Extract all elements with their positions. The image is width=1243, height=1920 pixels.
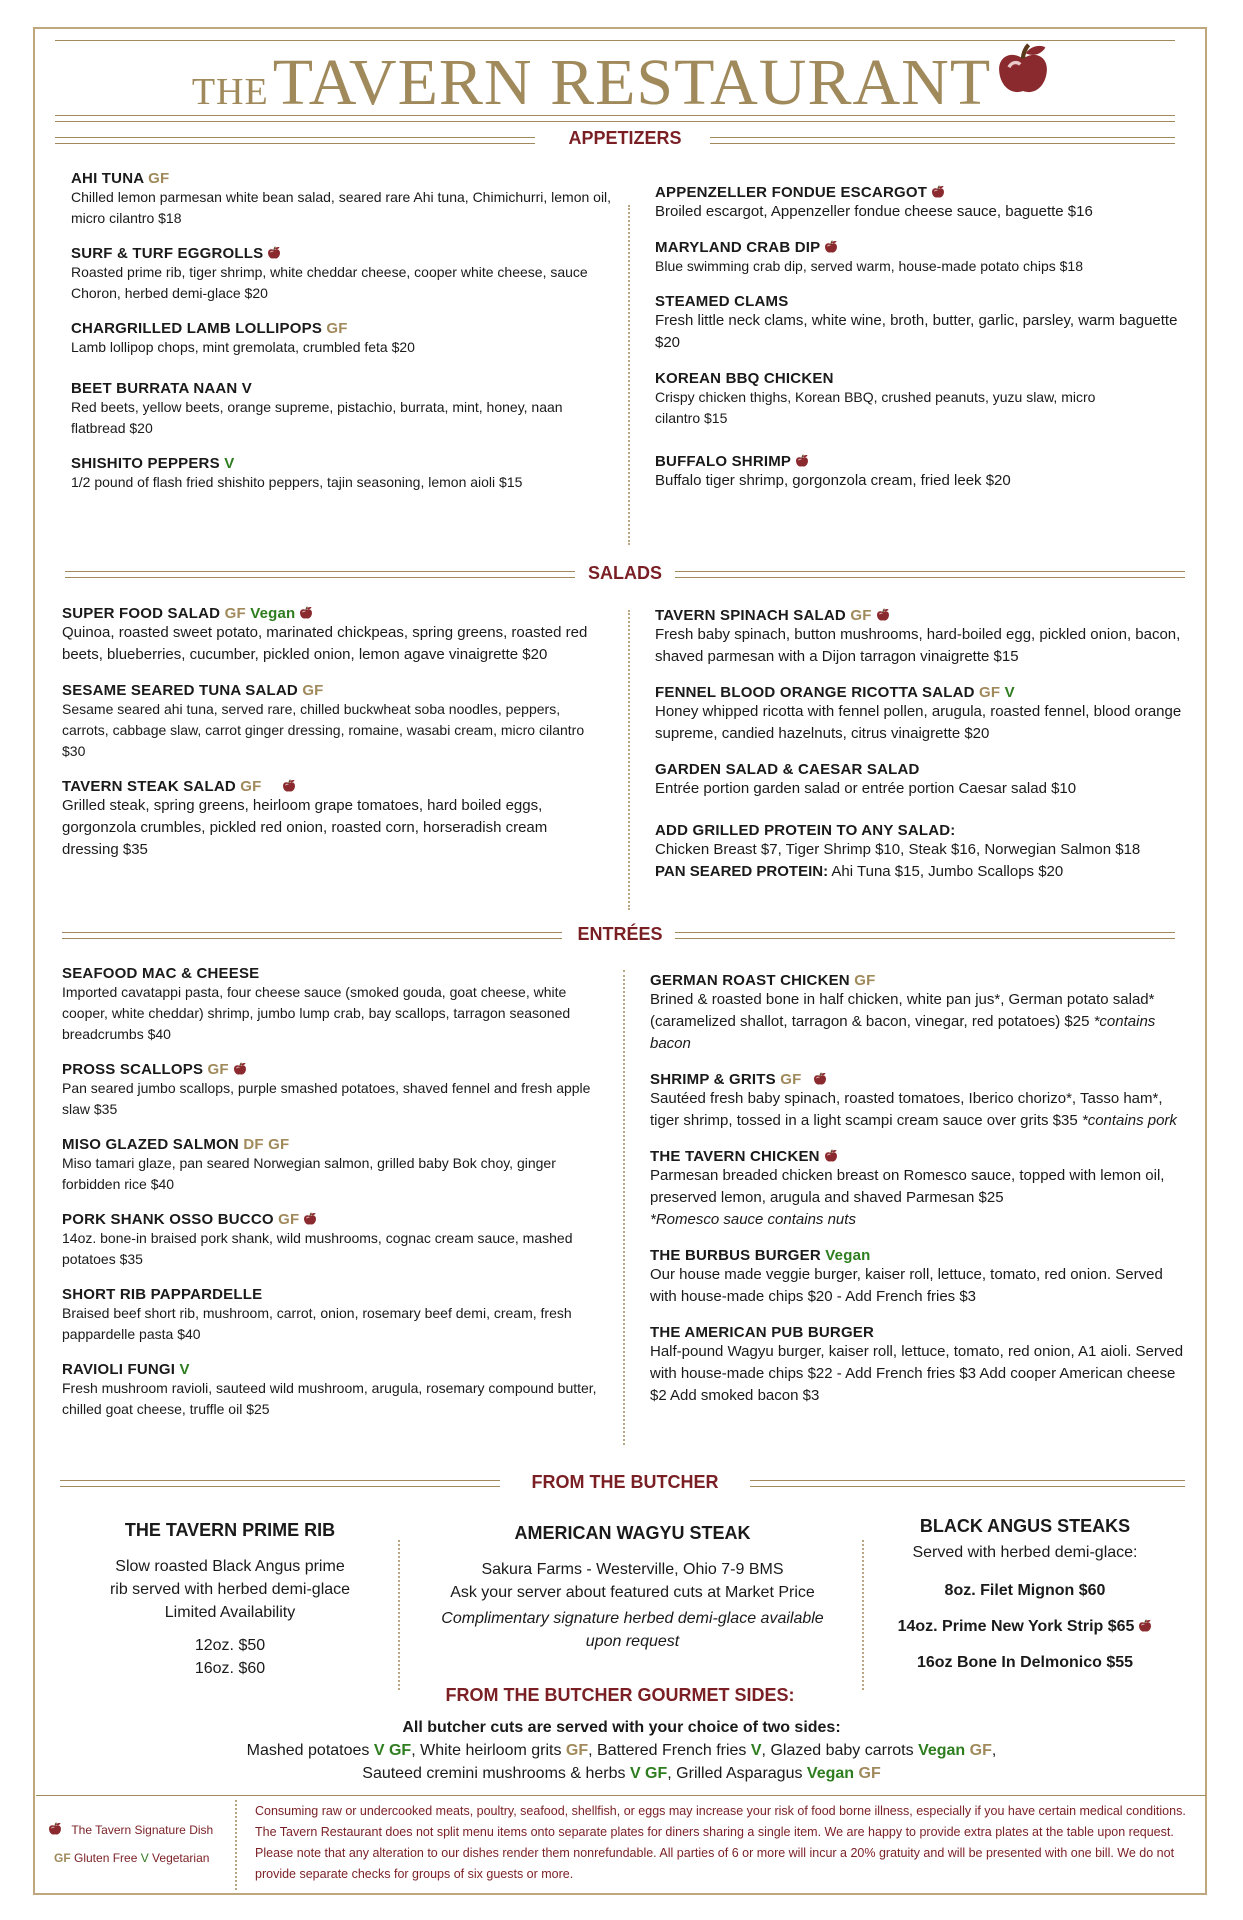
item-desc: Sesame seared ahi tuna, served rare, chilled buckwheat soba noodles, peppers, carrots, cabbage slaw, carrot ginger dressing, romaine, wasabi cream, micro cilantro $30	[62, 701, 585, 759]
item-desc: 1/2 pound of flash fried shishito peppers, tajin seasoning, lemon aioli $15	[71, 474, 523, 490]
gf-tag: GF	[850, 607, 872, 624]
item-desc: Our house made veggie burger, kaiser roll, lettuce, tomato, red onion. Served with house-made chips $20 - Add French fries $3	[650, 1266, 1163, 1305]
angus-price: 14oz. Prime New York Strip $65	[897, 1618, 1135, 1635]
pan-seared-items: Ahi Tuna $15, Jumbo Scallops $20	[828, 863, 1064, 880]
top-rule	[55, 40, 1175, 41]
appetizers-right-column	[655, 184, 1195, 508]
item-desc: Lamb lollipop chops, mint gremolata, crumbled feta $20	[71, 339, 415, 355]
apple-icon	[303, 1212, 317, 1226]
menu-item	[62, 1211, 607, 1270]
butcher-heading: FROM THE BUTCHER	[531, 1472, 719, 1492]
item-note: *contains bacon	[650, 1013, 1156, 1052]
item-name: KOREAN BBQ CHICKEN	[655, 370, 834, 387]
gf-tag: GF	[207, 1061, 229, 1078]
item-name: SESAME SEARED TUNA SALAD	[62, 682, 298, 699]
gf-tag: GF	[54, 1851, 71, 1865]
menu-item	[62, 682, 602, 762]
v-tag: V	[140, 1851, 149, 1865]
menu-item	[655, 184, 1195, 223]
item-name: BEET BURRATA NAAN V	[71, 380, 253, 397]
menu-item	[71, 170, 616, 229]
item-desc: Red beets, yellow beets, orange supreme, pistachio, burrata, mint, honey, naan flatbread $20	[71, 399, 563, 436]
menu-item	[62, 1361, 607, 1420]
salads-left-column	[62, 605, 602, 877]
entrees-heading: ENTRÉES	[577, 924, 663, 944]
menu-item	[62, 605, 602, 666]
wagyu-desc: Ask your server about featured cuts at Market Price	[450, 1584, 815, 1601]
gf-tag: GF	[858, 1765, 881, 1782]
apple-logo-icon	[995, 42, 1051, 98]
prime-rib-title: THE TAVERN PRIME RIB	[124, 1520, 336, 1540]
page-title	[0, 42, 1243, 121]
menu-item	[62, 1061, 607, 1120]
item-name: PROSS SCALLOPS	[62, 1061, 204, 1078]
salads-right-column	[655, 607, 1200, 899]
legend-tags	[54, 1851, 209, 1865]
apple-icon	[299, 606, 313, 620]
entrees-rule-left	[62, 932, 562, 939]
item-desc: Parmesan breaded chicken breast on Romesco sauce, topped with lemon oil, preserved lemon, arugula and shaved Parmesan $25	[650, 1167, 1165, 1206]
menu-item	[655, 453, 1195, 492]
menu-item	[62, 1136, 607, 1195]
item-name: GARDEN SALAD & CAESAR SALAD	[655, 761, 920, 778]
item-name: THE AMERICAN PUB BURGER	[650, 1324, 875, 1341]
item-name: TAVERN STEAK SALAD	[62, 778, 236, 795]
item-name: SEAFOOD MAC & CHEESE	[62, 965, 260, 982]
gf-tag: GF	[854, 972, 876, 989]
sides-block	[0, 1716, 1243, 1785]
v-tag: V	[224, 455, 235, 472]
gf-tag: GF	[278, 1211, 300, 1228]
protein-addons	[655, 822, 1200, 883]
v-gf-tag: V GF	[373, 1742, 412, 1759]
wagyu-note: upon request	[585, 1633, 680, 1650]
item-desc: Chilled lemon parmesan white bean salad, seared rare Ahi tuna, Chimichurri, lemon oil, micro cilantro $18	[71, 189, 612, 226]
gf-tag: GF	[979, 684, 1001, 701]
side-item: , White heirloom grits	[411, 1742, 566, 1759]
menu-item	[62, 1286, 607, 1345]
menu-item	[655, 607, 1200, 668]
entrees-right-column	[650, 972, 1190, 1423]
apple-icon	[1138, 1619, 1152, 1633]
item-note: *Romesco sauce contains nuts	[650, 1211, 856, 1228]
item-desc: Miso tamari glaze, pan seared Norwegian salmon, grilled baby Bok choy, ginger forbidden rice $40	[62, 1155, 556, 1192]
item-desc: Fresh mushroom ravioli, sauteed wild mushroom, arugula, rosemary compound butter, chilled goat cheese, truffle oil $25	[62, 1380, 597, 1417]
salads-rule-left	[65, 571, 575, 578]
apple-icon	[813, 1072, 827, 1086]
angus-price: 16oz Bone In Delmonico $55	[916, 1654, 1134, 1671]
item-name: PORK SHANK OSSO BUCCO	[62, 1211, 274, 1228]
apple-icon	[233, 1062, 247, 1076]
df-gf-tag: DF GF	[243, 1136, 290, 1153]
footer-rule	[36, 1795, 1206, 1796]
gf-tag: GF	[565, 1742, 589, 1759]
item-desc: Buffalo tiger shrimp, gorgonzola cream, fried leek $20	[655, 472, 1011, 489]
column-divider	[862, 1540, 864, 1690]
menu-item	[71, 380, 616, 439]
item-desc: Entrée portion garden salad or entrée portion Caesar salad $10	[655, 780, 1077, 797]
wagyu-desc: Sakura Farms - Westerville, Ohio 7-9 BMS	[481, 1561, 784, 1578]
menu-item	[655, 761, 1200, 800]
wagyu-block	[410, 1523, 855, 1653]
menu-item	[650, 1324, 1190, 1407]
item-desc: Fresh little neck clams, white wine, broth, butter, garlic, parsley, warm baguette $20	[655, 312, 1178, 351]
gf-tag: GF	[302, 682, 324, 699]
disclaimer: Consuming raw or undercooked meats, poultry, seafood, shellfish, or eggs may increase your risk of food borne illness, especially if you have certain medical conditions. The Tavern Restaurant does not split menu items onto separate plates for diners sharing a single item. We are happy to provide extra plates at the table upon request. Please note that any alteration to our dishes render them nonrefundable. All parties of 6 or more will incur a 20% gratuity and will be presented with one bill. We do not provide separate checks for groups of six guests or more.	[255, 1804, 1186, 1881]
item-desc: Crispy chicken thighs, Korean BBQ, crushed peanuts, yuzu slaw, micro cilantro $15	[655, 389, 1096, 426]
butcher-rule-right	[750, 1480, 1185, 1487]
legend-v-label: Vegetarian	[148, 1851, 210, 1865]
item-name: SHORT RIB PAPPARDELLE	[62, 1286, 263, 1303]
item-name: APPENZELLER FONDUE ESCARGOT	[655, 184, 928, 201]
column-divider	[623, 970, 625, 1445]
apple-icon	[267, 246, 281, 260]
apple-icon	[931, 185, 945, 199]
item-desc: Braised beef short rib, mushroom, carrot, onion, rosemary beef demi, cream, fresh pappardelle pasta $40	[62, 1305, 572, 1342]
apple-icon	[824, 1149, 838, 1163]
item-name: STEAMED CLAMS	[655, 293, 789, 310]
sides-line-2	[0, 1762, 1243, 1785]
column-divider	[628, 610, 630, 910]
item-desc: Blue swimming crab dip, served warm, house-made potato chips $18	[655, 258, 1083, 274]
item-note: *contains pork	[1081, 1112, 1177, 1129]
title-the: THE	[191, 71, 269, 113]
column-divider	[628, 205, 630, 545]
item-name: SUPER FOOD SALAD	[62, 605, 221, 622]
side-item: Sauteed cremini mushrooms & herbs	[362, 1765, 630, 1782]
angus-price: 8oz. Filet Mignon $60	[944, 1582, 1106, 1599]
sides-line-1: Mashed potatoes V GF, White heirloom grits GF, Battered French fries V, Glazed baby carrots Vegan GF,	[246, 1742, 997, 1759]
protein-line: Chicken Breast $7, Tiger Shrimp $10, Steak $16, Norwegian Salmon $18	[655, 841, 1141, 858]
v-gf-tag: V GF	[629, 1765, 668, 1782]
item-name: SHRIMP & GRITS	[650, 1071, 776, 1088]
item-name: THE TAVERN CHICKEN	[650, 1148, 820, 1165]
item-desc: Imported cavatappi pasta, four cheese sauce (smoked gouda, goat cheese, white cooper, white cheddar) shrimp, jumbo lump crab, bay scallops, tarragon seasoned breadcrumbs $40	[62, 984, 571, 1042]
legend-signature-label: The Tavern Signature Dish	[71, 1823, 214, 1837]
v-tag: V	[1004, 684, 1015, 701]
title-rule	[55, 115, 1175, 122]
side-item: , Glazed baby carrots	[761, 1742, 919, 1759]
appetizers-heading: APPETIZERS	[568, 128, 682, 148]
pan-seared-label: PAN SEARED PROTEIN:	[655, 863, 829, 880]
item-name: MISO GLAZED SALMON	[62, 1136, 239, 1153]
v-tag: V	[750, 1742, 762, 1759]
footer-divider	[235, 1800, 237, 1890]
item-name: MARYLAND CRAB DIP	[655, 239, 821, 256]
item-name: FENNEL BLOOD ORANGE RICOTTA SALAD	[655, 684, 975, 701]
gf-tag: GF	[224, 605, 246, 622]
item-desc: Quinoa, roasted sweet potato, marinated chickpeas, spring greens, roasted red beets, blueberries, cucumber, pickled onion, lemon agave vinaigrette $20	[62, 624, 588, 663]
menu-item	[650, 1071, 1190, 1132]
legend-gf-label: Gluten Free	[70, 1851, 141, 1865]
gf-tag: GF	[969, 1742, 992, 1759]
apple-icon	[824, 240, 838, 254]
sides-heading: FROM THE BUTCHER GOURMET SIDES:	[445, 1685, 795, 1705]
prime-rib-availability: Limited Availability	[164, 1604, 296, 1621]
butcher-rule-left	[60, 1480, 500, 1487]
item-desc: Roasted prime rib, tiger shrimp, white cheddar cheese, cooper white cheese, sauce Choron, herbed demi-glace $20	[71, 264, 588, 301]
appetizers-left-column	[71, 170, 616, 509]
apple-icon	[795, 454, 809, 468]
side-item: Mashed potatoes	[246, 1742, 374, 1759]
wagyu-title: AMERICAN WAGYU STEAK	[514, 1523, 751, 1543]
item-name: THE BURBUS BURGER	[650, 1247, 821, 1264]
item-name: CHARGRILLED LAMB LOLLIPOPS	[71, 320, 323, 337]
menu-item	[655, 293, 1195, 354]
item-desc: 14oz. bone-in braised pork shank, wild mushrooms, cognac cream sauce, mashed potatoes $35	[62, 1230, 573, 1267]
menu-item	[71, 245, 616, 304]
menu-item	[655, 370, 1125, 429]
item-desc: Brined & roasted bone in half chicken, white pan jus*, German potato salad* (caramelized shallot, tarragon & bacon, vinegar, red potatoes) $25	[650, 991, 1155, 1030]
item-desc: Grilled steak, spring greens, heirloom grape tomatoes, hard boiled eggs, gorgonzola crumbles, pickled red onion, roasted corn, horseradish cream dressing $35	[62, 797, 548, 858]
menu-item	[650, 972, 1190, 1055]
menu-item	[655, 684, 1200, 745]
item-name: RAVIOLI FUNGI	[62, 1361, 176, 1378]
menu-item	[650, 1247, 1190, 1308]
menu-item	[62, 778, 602, 861]
side-item: , Grilled Asparagus	[667, 1765, 807, 1782]
item-desc: Fresh baby spinach, button mushrooms, hard-boiled egg, pickled onion, bacon, shaved parmesan with a Dijon tarragon vinaigrette $15	[655, 626, 1181, 665]
apple-icon	[876, 608, 890, 622]
item-desc: Pan seared jumbo scallops, purple smashed potatoes, shaved fennel and fresh apple slaw $35	[62, 1080, 591, 1117]
gf-tag: GF	[780, 1071, 802, 1088]
item-name: SURF & TURF EGGROLLS	[71, 245, 264, 262]
protein-title: ADD GRILLED PROTEIN TO ANY SALAD:	[655, 822, 956, 839]
menu-item	[71, 455, 616, 493]
angus-block	[870, 1516, 1180, 1674]
salads-rule-right	[675, 571, 1185, 578]
appetizers-rule-left	[55, 137, 535, 144]
legend-signature	[48, 1822, 213, 1837]
gf-tag: GF	[148, 170, 170, 187]
item-desc: Sautéed fresh baby spinach, roasted tomatoes, Iberico chorizo*, Tasso ham*, tiger shrimp, tossed in a light scampi cream sauce over grits $35	[650, 1090, 1163, 1129]
appetizers-rule-right	[710, 137, 1175, 144]
menu-item	[655, 239, 1195, 277]
item-name: AHI TUNA	[71, 170, 144, 187]
item-desc: Half-pound Wagyu burger, kaiser roll, lettuce, tomato, red onion, A1 aioli. Served with house-made chips $22 - Add French fries $3 Add cooper American cheese $2 Add smoked bacon $3	[650, 1343, 1184, 1404]
menu-item	[650, 1148, 1190, 1231]
angus-desc: Served with herbed demi-glace:	[912, 1544, 1138, 1561]
apple-icon	[282, 779, 296, 793]
item-name: BUFFALO SHRIMP	[655, 453, 792, 470]
item-name: SHISHITO PEPPERS	[71, 455, 220, 472]
entrees-rule-right	[675, 932, 1175, 939]
item-name: GERMAN ROAST CHICKEN	[650, 972, 850, 989]
prime-rib-desc: rib served with herbed demi-glace	[109, 1581, 351, 1598]
apple-icon	[48, 1822, 62, 1836]
angus-title: BLACK ANGUS STEAKS	[919, 1516, 1131, 1536]
side-item: , Battered French fries	[588, 1742, 751, 1759]
vegan-tag: Vegan	[825, 1247, 871, 1264]
gf-tag: GF	[326, 320, 348, 337]
salads-heading: SALADS	[587, 563, 662, 583]
prime-rib-desc: Slow roasted Black Angus prime	[115, 1558, 345, 1575]
item-desc: Honey whipped ricotta with fennel pollen, arugula, roasted fennel, blood orange supreme, candied hazelnuts, citrus vinaigrette $20	[655, 703, 1182, 742]
prime-rib-price: 12oz. $50	[194, 1637, 266, 1654]
gf-tag: GF	[240, 778, 262, 795]
title-main: TAVERN RESTAURANT	[272, 46, 992, 119]
wagyu-note: Complimentary signature herbed demi-glace available	[441, 1610, 824, 1627]
entrees-left-column	[62, 965, 607, 1436]
sides-intro: All butcher cuts are served with your choice of two sides:	[402, 1719, 841, 1736]
menu-item	[62, 965, 607, 1045]
prime-rib-price: 16oz. $60	[194, 1660, 266, 1677]
v-tag: V	[179, 1361, 190, 1378]
menu-item	[71, 320, 616, 358]
item-name: TAVERN SPINACH SALAD	[655, 607, 846, 624]
prime-rib-block	[65, 1520, 395, 1680]
vegan-tag: Vegan	[250, 605, 296, 622]
item-desc: Broiled escargot, Appenzeller fondue cheese sauce, baguette $16	[655, 203, 1093, 220]
column-divider	[398, 1540, 400, 1690]
vegan-tag: Vegan	[806, 1765, 855, 1782]
vegan-tag: Vegan	[918, 1742, 966, 1759]
